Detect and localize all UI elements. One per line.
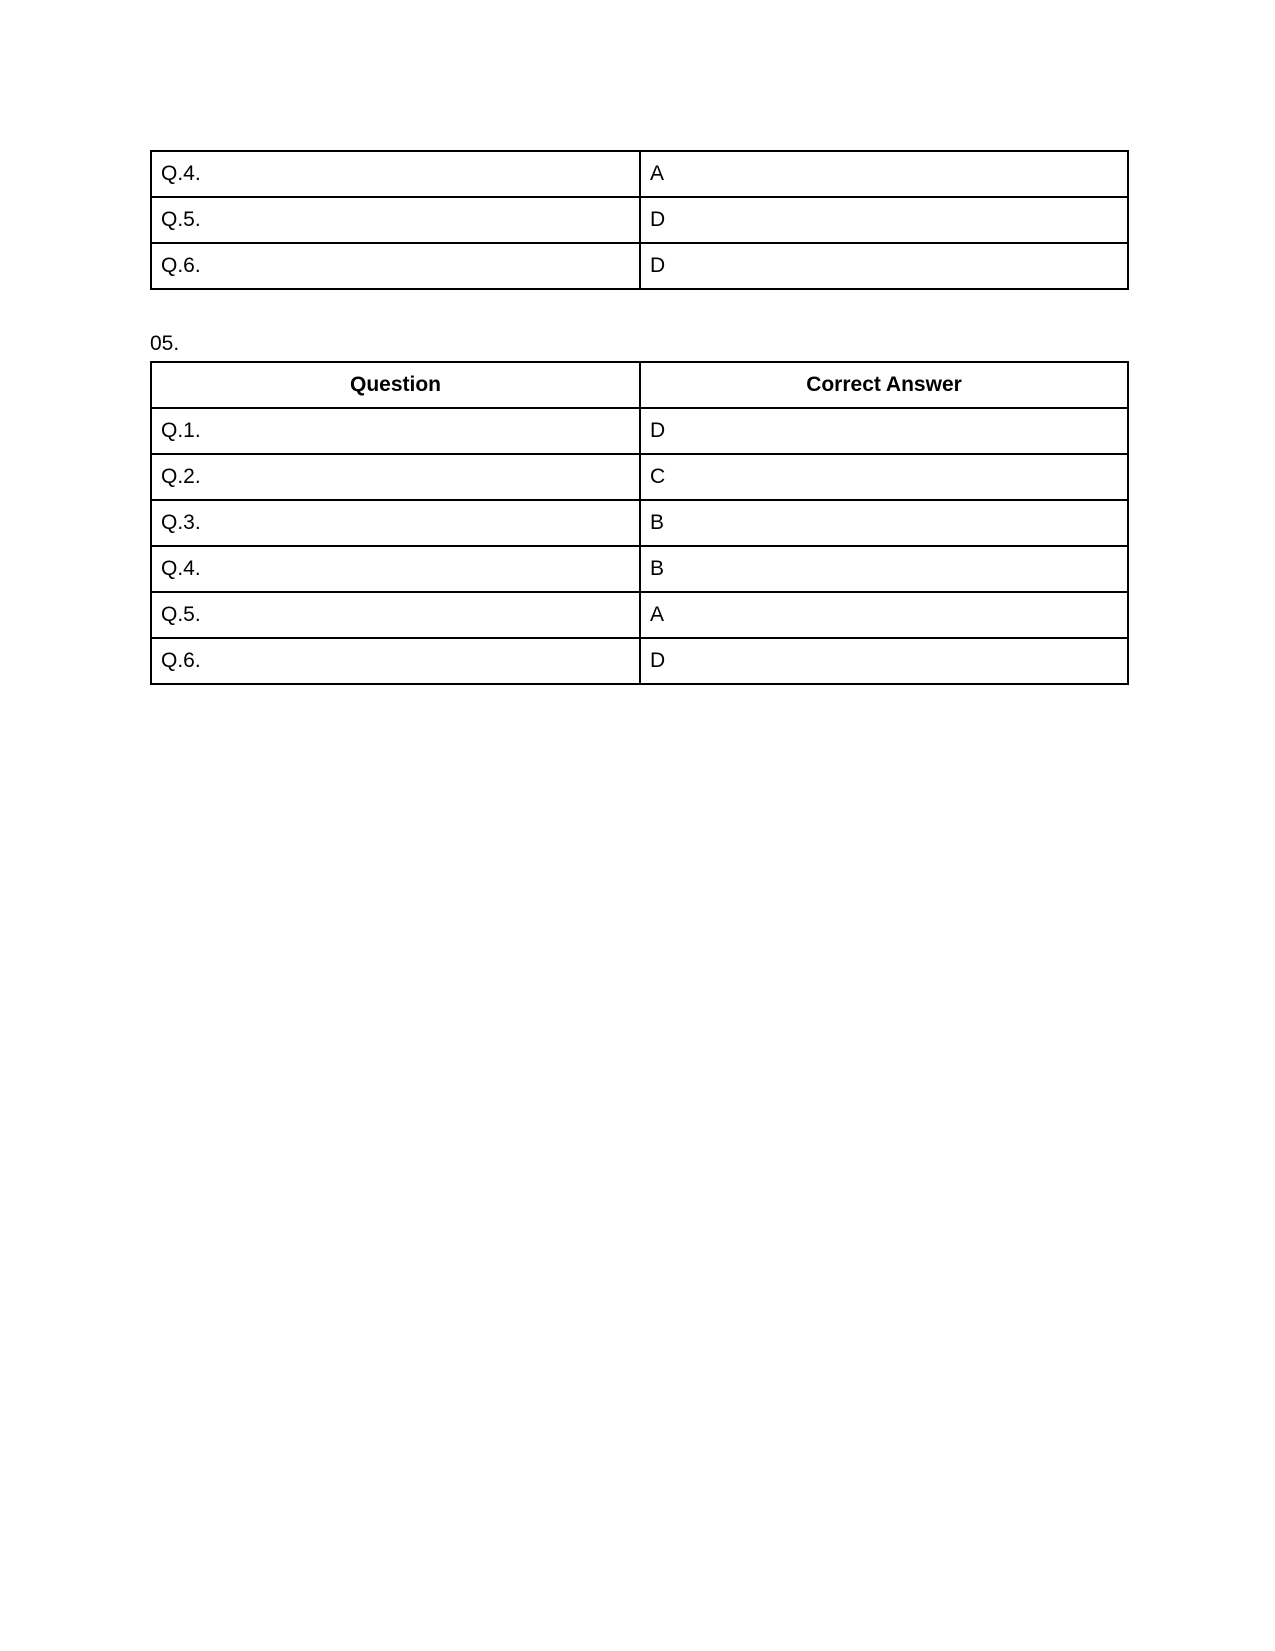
question-cell: Q.4. — [151, 151, 640, 197]
answer-table-05 — [150, 361, 1129, 685]
table-row — [151, 500, 1128, 546]
answer-cell: D — [640, 638, 1128, 684]
question-column-header: Question — [151, 362, 640, 408]
question-cell: Q.3. — [151, 500, 640, 546]
table-row — [151, 243, 1128, 289]
table-row — [151, 546, 1128, 592]
answer-cell: D — [640, 243, 1128, 289]
answer-cell: D — [640, 408, 1128, 454]
answer-column-header: Correct Answer — [640, 362, 1128, 408]
question-cell: Q.4. — [151, 546, 640, 592]
section-label: 05. — [150, 332, 180, 355]
question-cell: Q.6. — [151, 243, 640, 289]
answer-table-continued — [150, 150, 1129, 290]
question-cell: Q.2. — [151, 454, 640, 500]
table-row — [151, 408, 1128, 454]
table-row — [151, 454, 1128, 500]
answer-cell: B — [640, 500, 1128, 546]
answer-cell: A — [640, 151, 1128, 197]
answer-cell: D — [640, 197, 1128, 243]
question-cell: Q.5. — [151, 197, 640, 243]
table-row — [151, 197, 1128, 243]
table-row — [151, 638, 1128, 684]
answer-cell: A — [640, 592, 1128, 638]
answer-cell: B — [640, 546, 1128, 592]
question-cell: Q.6. — [151, 638, 640, 684]
answer-cell: C — [640, 454, 1128, 500]
table-row — [151, 151, 1128, 197]
table-row — [151, 592, 1128, 638]
question-cell: Q.1. — [151, 408, 640, 454]
table-header-row — [151, 362, 1128, 408]
question-cell: Q.5. — [151, 592, 640, 638]
